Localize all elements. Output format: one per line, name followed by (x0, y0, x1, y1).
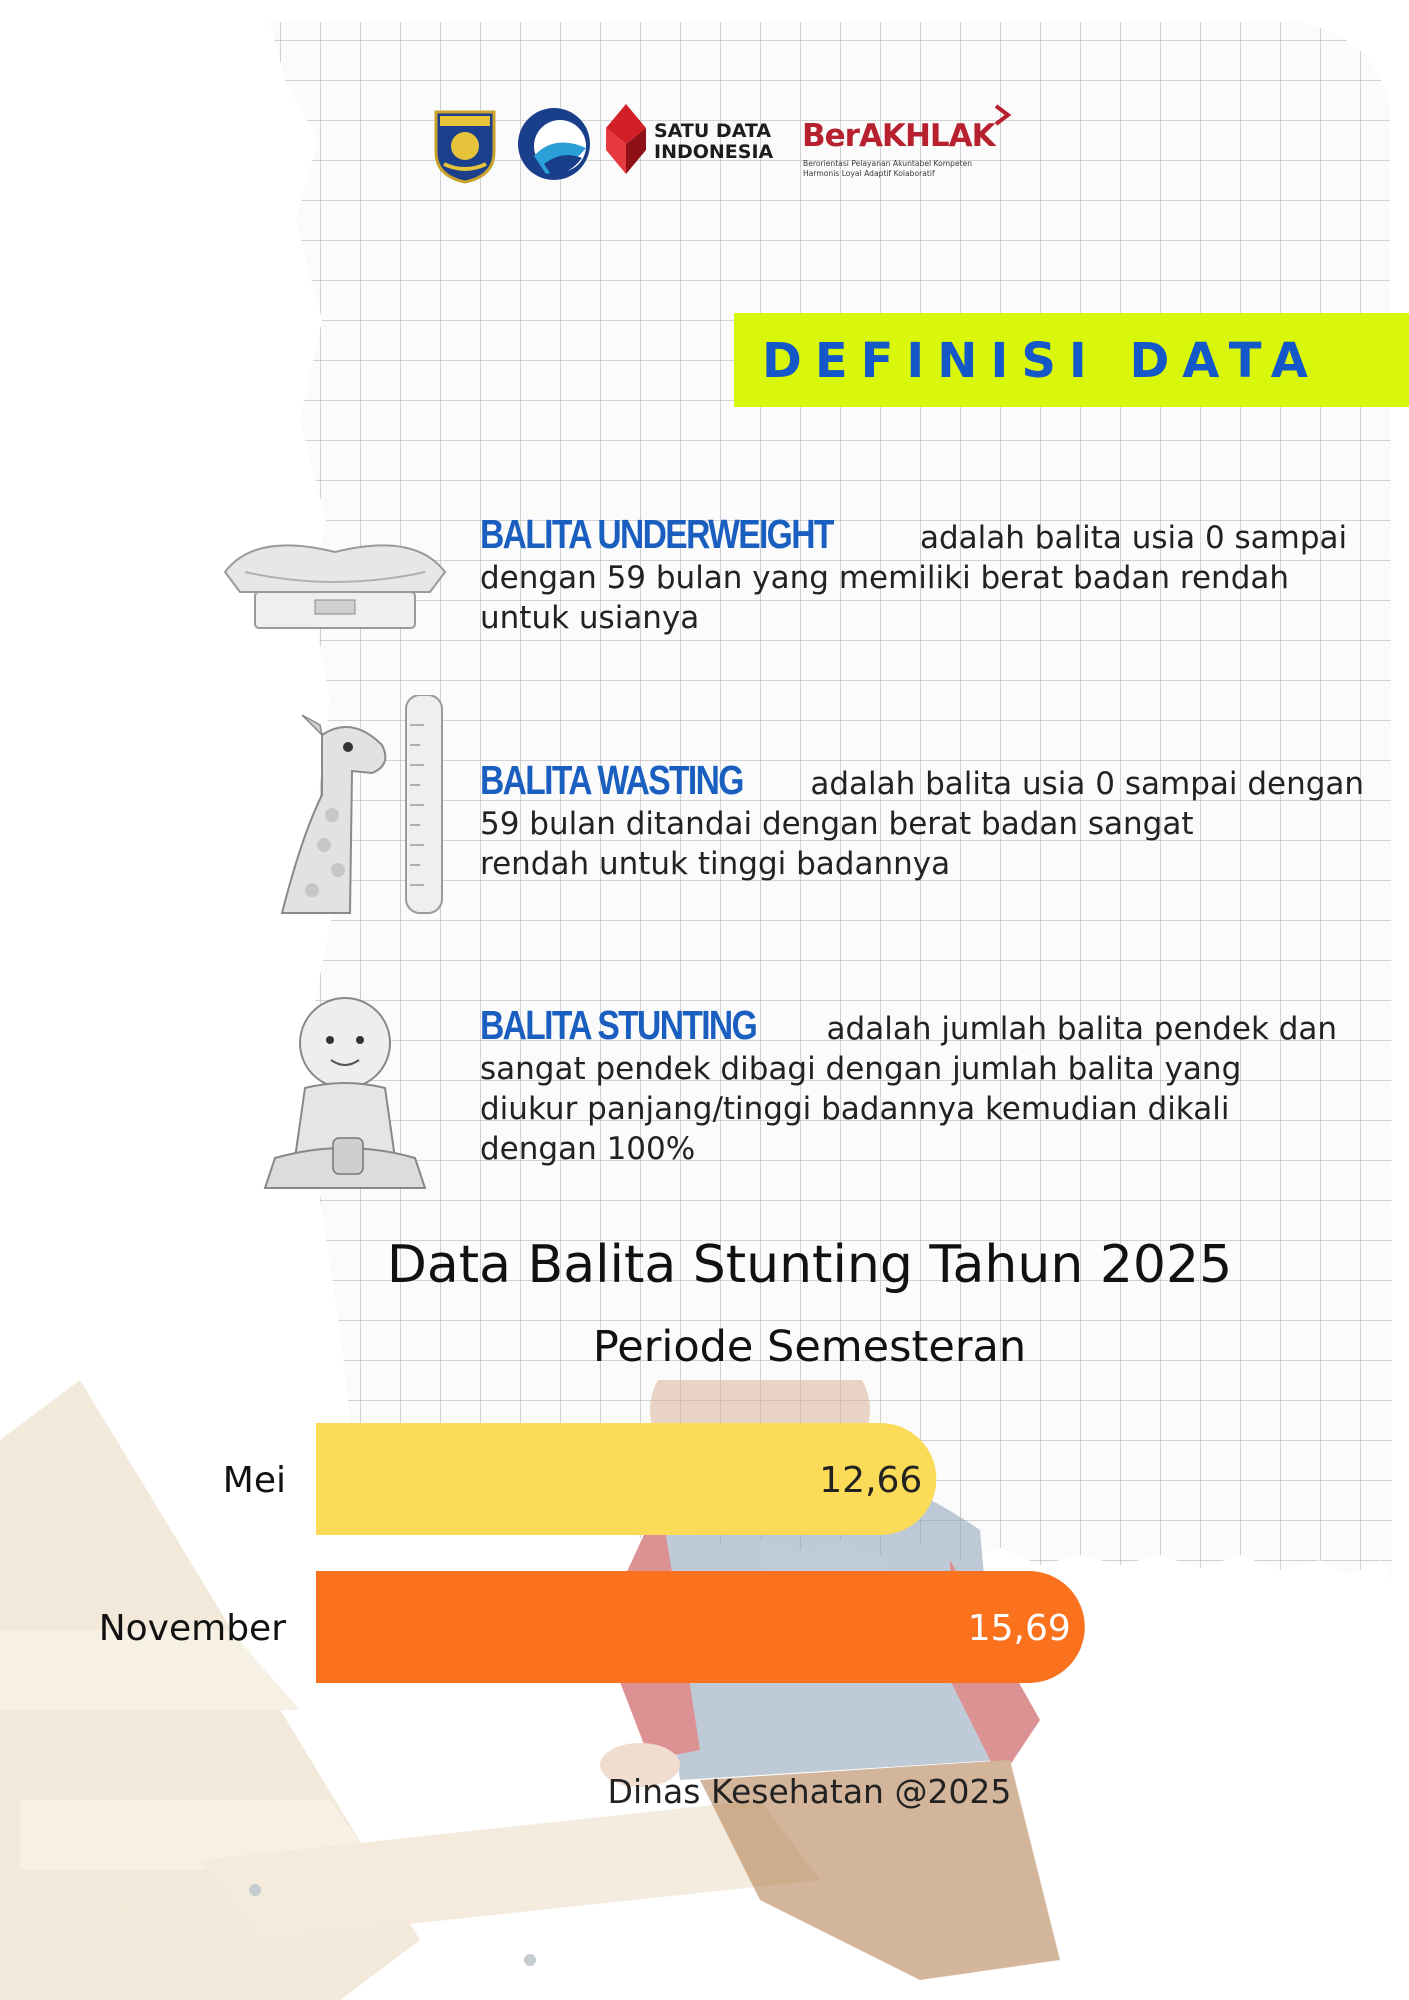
baby-sitting-illustration (245, 988, 445, 1198)
term-wasting: BALITA WASTING (480, 757, 743, 803)
baby-scale-illustration (215, 512, 455, 632)
definition-stunting-line-4: dengan 100% (480, 1131, 696, 1167)
definition-stunting-line-2: sangat pendek dibagi dengan jumlah balita yang (480, 1051, 1242, 1087)
term-stunting: BALITA STUNTING (480, 1002, 757, 1048)
definition-banner (734, 313, 1409, 407)
definition-stunting (480, 1002, 1380, 1169)
value-label-november: 15,69 (967, 1608, 1071, 1649)
definition-wasting (480, 757, 1380, 884)
berakhlak-logo (802, 104, 1022, 184)
definition-underweight-line-3: untuk usianya (480, 600, 700, 636)
definition-stunting-line-1: adalah jumlah balita pendek dan (816, 1011, 1338, 1047)
chart-title: Data Balita Stunting Tahun 2025 (386, 1235, 1233, 1295)
definition-wasting-line-1: adalah balita usia 0 sampai dengan (800, 766, 1365, 802)
definition-underweight (480, 511, 1380, 638)
definition-stunting-line-3: diukur panjang/tinggi badannya kemudian dikali (480, 1091, 1230, 1127)
value-label-mei: 12,66 (819, 1460, 923, 1501)
term-underweight: BALITA UNDERWEIGHT (480, 511, 833, 557)
category-label-november: November (98, 1608, 286, 1649)
banner-title: DEFINISI DATA (762, 333, 1321, 389)
definition-underweight-line-1: adalah balita usia 0 sampai (910, 520, 1348, 556)
berakhlak-title: BerAKHLAK (802, 118, 995, 154)
berakhlak-chevron-icon (992, 104, 1012, 126)
berakhlak-tagline-1: Berorientasi Pelayanan Akuntabel Kompeten (803, 159, 973, 168)
definition-wasting-line-2: 59 bulan ditandai dengan berat badan sangat (480, 806, 1194, 842)
giraffe-height-chart-illustration (262, 695, 452, 915)
definition-underweight-line-2: dengan 59 bulan yang memiliki berat badan rendah (480, 560, 1290, 596)
footer-credit: Dinas Kesehatan @2025 (607, 1772, 1012, 1811)
satu-data-line-2: INDONESIA (654, 141, 774, 163)
category-label-mei: Mei (222, 1460, 286, 1501)
chart-subtitle: Periode Semesteran (592, 1322, 1027, 1372)
regional-emblem-logo (430, 104, 500, 184)
satu-data-indonesia-logo (606, 104, 786, 184)
stunting-bar-chart (0, 1400, 1409, 1720)
kominfo-logo (516, 104, 592, 184)
definition-wasting-line-3: rendah untuk tinggi badannya (480, 846, 951, 882)
satu-data-line-1: SATU DATA (654, 120, 772, 142)
logo-bar (430, 98, 1030, 188)
berakhlak-tagline-2: Harmonis Loyal Adaptif Kolaboratif (803, 169, 935, 178)
